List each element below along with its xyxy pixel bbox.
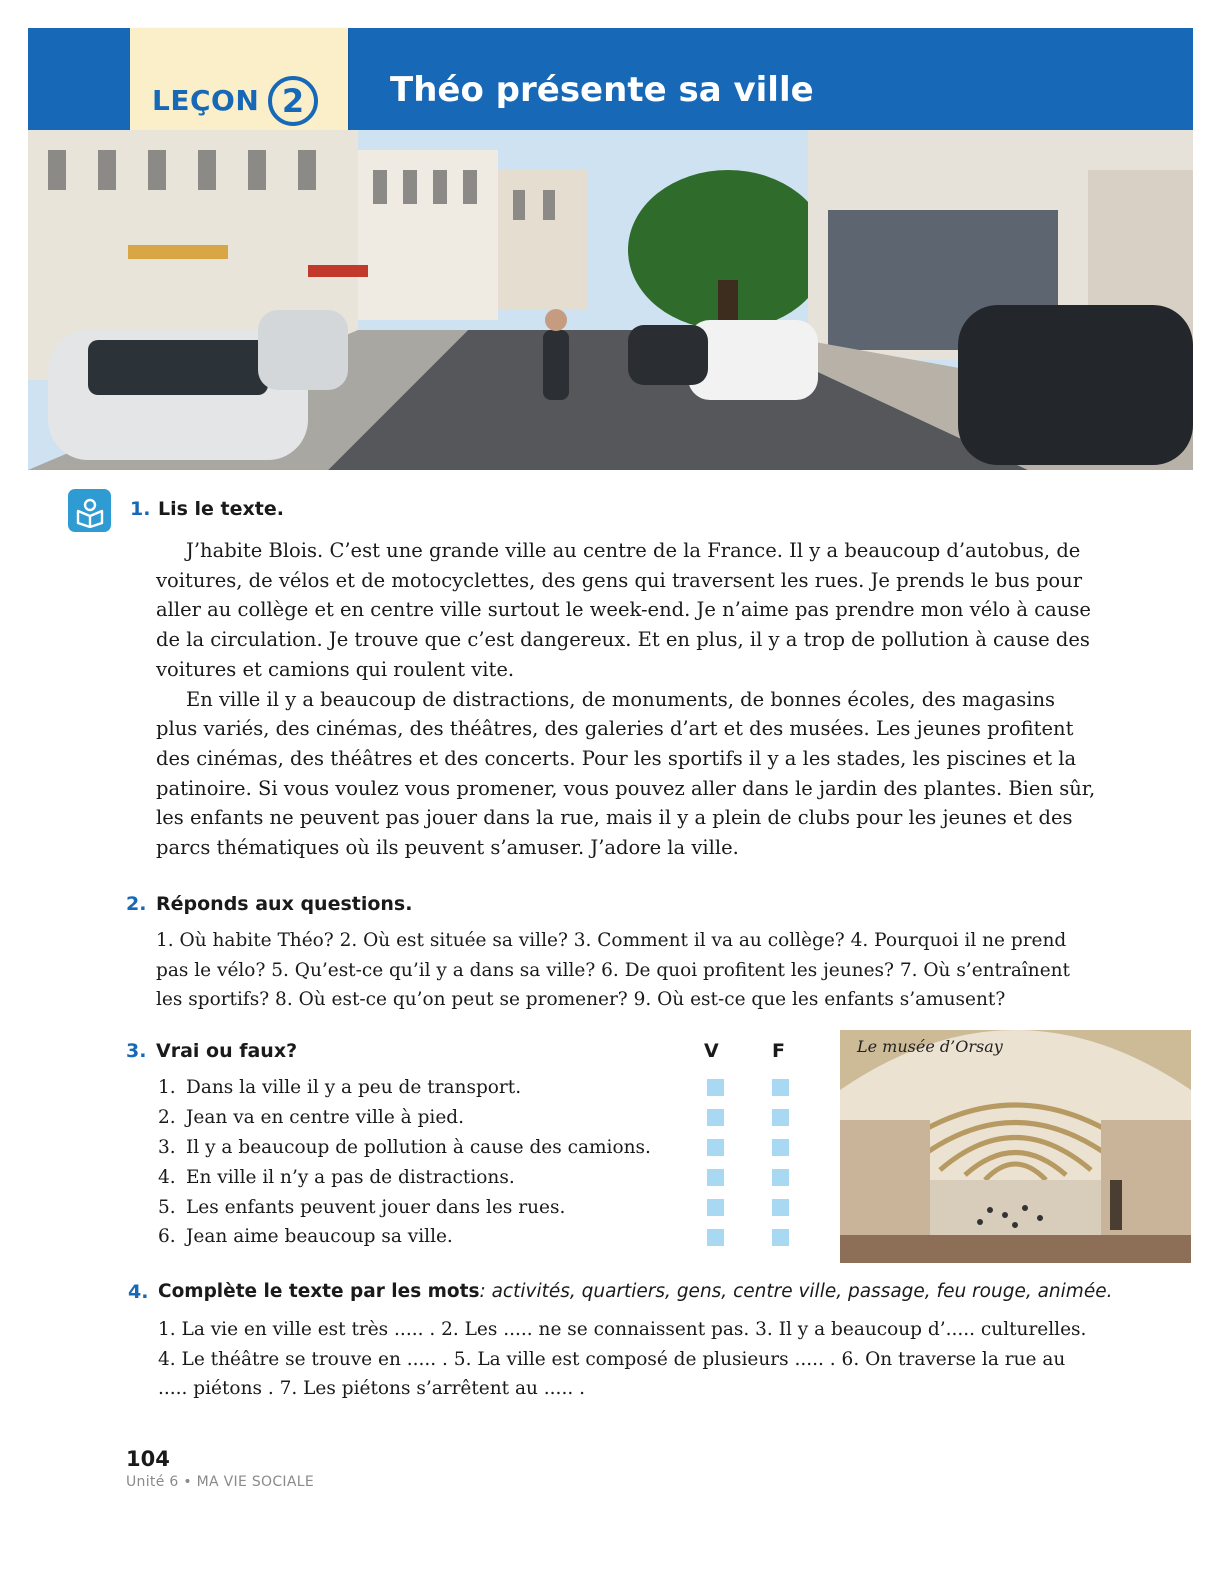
unit-label: Unité 6 • MA VIE SOCIALE [126, 1474, 314, 1490]
lesson-number-badge: 2 [268, 76, 318, 126]
city-street-photo [28, 130, 1193, 470]
column-faux-header: F [772, 1040, 785, 1062]
section-4-title [158, 1281, 1112, 1302]
section-4-title-bold: Complète le texte par les mots [158, 1281, 480, 1302]
list-item [158, 1162, 698, 1192]
page-number: 104 [126, 1447, 170, 1471]
reading-icon [68, 489, 111, 532]
musee-orsay-photo [840, 1030, 1191, 1263]
item-text: Les enfants peuvent jouer dans les rues. [186, 1196, 566, 1218]
reading-paragraph: J’habite Blois. C’est une grande ville au centre de la France. Il y a beaucoup d’autobus, de voitures, de vélos et de motocyclettes, des gens qui traversent les rues. Je prends le bus pour aller au collège et en centre ville surtout le week-end. Je n’aime pas prendre mon vélo à cause de la circulation. Je trouve que c’est dangereux. Et en plus, il y a trop de pollution à cause des voitures et camions qui roulent vite. [156, 539, 1091, 681]
item-number: 1. [158, 1077, 176, 1099]
item-text: Dans la ville il y a peu de transport. [186, 1077, 522, 1099]
item-text: Il y a beaucoup de pollution à cause des camions. [186, 1136, 651, 1158]
item-text: En ville il n’y a pas de distractions. [186, 1166, 515, 1188]
checkbox-faux-3[interactable] [772, 1139, 789, 1156]
item-number: 2. [158, 1107, 176, 1129]
checkbox-faux-1[interactable] [772, 1079, 789, 1096]
item-text: Jean va en centre ville à pied. [186, 1107, 464, 1129]
column-vrai-header: V [704, 1040, 719, 1062]
checkbox-vrai-6[interactable] [707, 1229, 724, 1246]
lesson-label: LEÇON [152, 84, 260, 117]
reading-text [156, 536, 1096, 863]
checkbox-vrai-1[interactable] [707, 1079, 724, 1096]
list-item [158, 1192, 698, 1222]
section-1-number: 1. [130, 498, 151, 520]
section-3-title: Vrai ou faux? [156, 1040, 298, 1062]
checkbox-vrai-3[interactable] [707, 1139, 724, 1156]
checkbox-faux-5[interactable] [772, 1199, 789, 1216]
list-item [158, 1222, 698, 1252]
checkbox-vrai-5[interactable] [707, 1199, 724, 1216]
section-4-number: 4. [128, 1281, 149, 1303]
item-number: 5. [158, 1196, 176, 1218]
reading-paragraph: En ville il y a beaucoup de distractions, de monuments, de bonnes écoles, des magasins plus variés, des cinémas, des théâtres, des galeries d’art et des musées. Les jeunes profitent des cinémas, des théâtres et des concerts. Pour les sportifs il y a les stades, les piscines et la patinoire. Si vous voulez vous promener, vous pouvez aller dans le jardin des plantes. Bien sûr, les enfants ne peuvent pas jouer dans la rue, mais il y a plein de clubs pour les jeunes et des parcs thématiques où ils peuvent s’amuser. J’adore la ville. [156, 687, 1096, 860]
true-false-list [158, 1073, 698, 1252]
list-item [158, 1073, 698, 1103]
section-1-title: Lis le texte. [158, 498, 284, 520]
checkbox-vrai-2[interactable] [707, 1109, 724, 1126]
checkbox-vrai-4[interactable] [707, 1169, 724, 1186]
section-2-title: Réponds aux questions. [156, 893, 413, 915]
list-item [158, 1103, 698, 1133]
item-number: 3. [158, 1136, 176, 1158]
fill-in-text: 1. La vie en ville est très ..... . 2. Les ..... ne se connaissent pas. 3. Il y a beaucoup d’..... culturelles. 4. Le théâtre se trouve en ..... . 5. La ville est composé de plusieurs ..... . 6. On traverse la rue au ..... piétons . 7. Les piétons s’arrêtent au ..... . [158, 1319, 1087, 1400]
photo-caption: Le musée d’Orsay [857, 1037, 1003, 1056]
section-4-word-list: : activités, quartiers, gens, centre ville, passage, feu rouge, animée. [479, 1281, 1113, 1302]
item-number: 6. [158, 1226, 176, 1248]
page-title: Théo présente sa ville [390, 70, 814, 110]
list-item [158, 1133, 698, 1163]
checkbox-faux-4[interactable] [772, 1169, 789, 1186]
checkbox-faux-2[interactable] [772, 1109, 789, 1126]
section-2-number: 2. [126, 893, 147, 915]
questions-text: 1. Où habite Théo? 2. Où est située sa ville? 3. Comment il va au collège? 4. Pourquoi il ne prend pas le vélo? 5. Qu’est-ce qu’il y a dans sa ville? 6. De quoi profitent les jeunes? 7. Où s’entraînent les sportifs? 8. Où est-ce qu’on peut se promener? 9. Où est-ce que les enfants s’amusent? [156, 930, 1070, 1011]
item-text: Jean aime beaucoup sa ville. [186, 1226, 453, 1248]
item-number: 4. [158, 1166, 176, 1188]
section-3-number: 3. [126, 1040, 147, 1062]
checkbox-faux-6[interactable] [772, 1229, 789, 1246]
